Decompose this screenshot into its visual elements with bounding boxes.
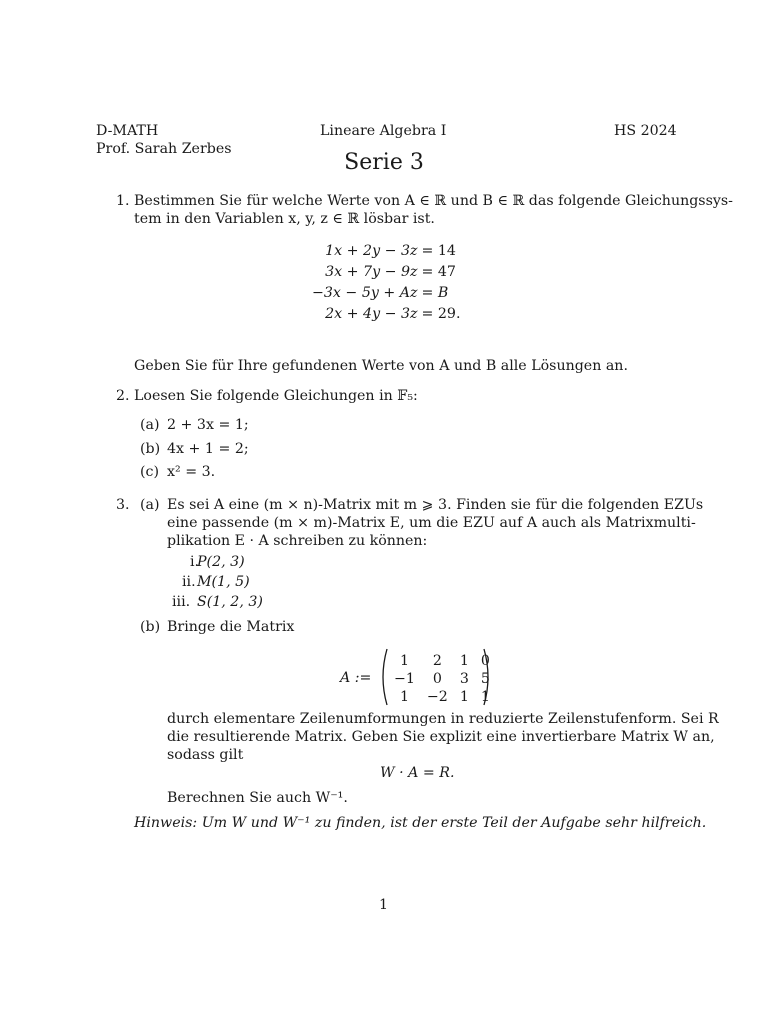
subitem-text: P(2, 3) [197,554,245,570]
problem-2b-text: 4x + 1 = 2; [167,441,249,457]
equation-lhs: 3x + 7y − 9z [325,264,418,280]
right-paren-icon [483,648,493,706]
problem-3b-line-1: durch elementare Zeilenumformungen in reduzierte Zeilenstufenform. Sei R [167,711,719,727]
course-title: Lineare Algebra I [320,123,447,139]
matrix-cell: 1 [399,689,409,705]
equation-row [312,241,460,262]
subitem-label: ii. [182,574,196,590]
problem-1-intro-line-2: tem in den Variablen x, y, z ∈ ℝ lösbar ist. [134,211,435,227]
problem-1-intro-line-1: Bestimmen Sie für welche Werte von A ∈ ℝ und B ∈ ℝ das folgende Gleichungssys- [134,193,733,209]
problem-2b-label: (b) [140,441,161,457]
problem-3a-line-3: plikation E · A schreiben zu können: [167,533,428,549]
equation-rhs: = 14 [421,243,456,259]
subitem-text: M(1, 5) [197,574,250,590]
problem-1-outro: Geben Sie für Ihre gefundenen Werte von A und B alle Lösungen an. [134,358,628,374]
left-paren-icon [378,648,388,706]
equation-system [312,241,460,325]
department-label: D-MATH [96,123,159,139]
problem-3a-line-2: eine passende (m × m)-Matrix E, um die EZU auf A auch als Matrixmulti- [167,515,696,531]
matrix-cell: −2 [426,689,448,705]
problem-3a-label: (a) [140,497,160,513]
matrix-a [388,652,496,706]
subitem-label: i. [190,554,200,570]
matrix-cell: 0 [480,653,490,669]
matrix-row [388,688,496,706]
equation-lhs: −3x − 5y + Az [312,285,418,301]
matrix-cell: 1 [399,653,409,669]
matrix-cell: 3 [459,671,469,687]
problem-3b-line-3: sodass gilt [167,747,244,763]
matrix-cell: −1 [394,671,415,687]
problem-1-number: 1. [116,193,130,209]
equation-rhs: = 29. [421,306,461,322]
problem-2c-text: x² = 3. [167,464,216,480]
problem-3b-label: (b) [140,619,161,635]
problem-3-number: 3. [116,497,130,513]
equation-lhs: 2x + 4y − 3z [325,306,418,322]
problem-2a-text: 2 + 3x = 1; [167,417,249,433]
matrix-cell: 1 [459,653,469,669]
hint-text: Hinweis: Um W und W⁻¹ zu finden, ist der erste Teil der Aufgabe sehr hilfreich. [134,815,707,831]
equation-row [312,283,460,304]
equation-rhs: = B [421,285,449,301]
page-number: 1 [379,897,389,913]
matrix-row [388,652,496,670]
matrix-cell: 2 [432,653,442,669]
equation-rhs: = 47 [421,264,456,280]
problem-3b-line-2: die resultierende Matrix. Geben Sie explizit eine invertierbare Matrix W an, [167,729,715,745]
equation-lhs: 1x + 2y − 3z [325,243,418,259]
matrix-cell: 0 [432,671,442,687]
matrix-cell: 5 [480,671,490,687]
equation-row [312,304,460,325]
problem-2-number: 2. [116,388,130,404]
subitem-label: iii. [172,594,191,610]
matrix-cell: 1 [459,689,469,705]
subitem-text: S(1, 2, 3) [197,594,263,610]
matrix-lhs: A := [340,670,372,686]
page-title: Serie 3 [344,150,424,175]
matrix-row [388,670,496,688]
equation-row [312,262,460,283]
semester-label: HS 2024 [614,123,677,139]
problem-3a-line-1: Es sei A eine (m × n)-Matrix mit m ⩾ 3. Finden sie für die folgenden EZUs [167,497,704,513]
professor-label: Prof. Sarah Zerbes [96,141,232,157]
problem-2-intro: Loesen Sie folgende Gleichungen in 𝔽₅: [134,388,418,404]
problem-2a-label: (a) [140,417,160,433]
wa-equation: W · A = R. [380,765,455,781]
problem-3b-inverse: Berechnen Sie auch W⁻¹. [167,790,348,806]
problem-2c-label: (c) [140,464,160,480]
problem-3b-intro: Bringe die Matrix [167,619,295,635]
matrix-cell: 1 [480,689,490,705]
